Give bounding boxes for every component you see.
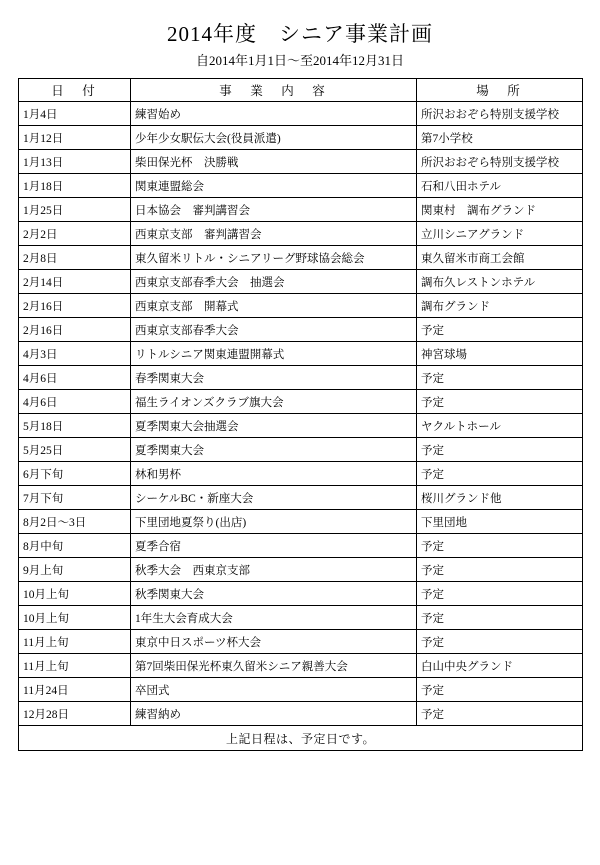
cell-event: 西東京支部 開幕式 bbox=[131, 294, 417, 318]
cell-event: 西東京支部 審判講習会 bbox=[131, 222, 417, 246]
table-row bbox=[19, 678, 583, 702]
table-row bbox=[19, 462, 583, 486]
cell-event: リトルシニア関東連盟開幕式 bbox=[131, 342, 417, 366]
cell-date: 8月中旬 bbox=[19, 534, 131, 558]
cell-event: 第7回柴田保光杯東久留米シニア親善大会 bbox=[131, 654, 417, 678]
cell-place: 白山中央グランド bbox=[417, 654, 583, 678]
cell-event: 少年少女駅伝大会(役員派遣) bbox=[131, 126, 417, 150]
table-row bbox=[19, 702, 583, 726]
cell-event: 東京中日スポーツ杯大会 bbox=[131, 630, 417, 654]
cell-date: 9月上旬 bbox=[19, 558, 131, 582]
table-row bbox=[19, 270, 583, 294]
table-row bbox=[19, 654, 583, 678]
cell-date: 7月下旬 bbox=[19, 486, 131, 510]
cell-place: 予定 bbox=[417, 582, 583, 606]
cell-event: 練習始め bbox=[131, 102, 417, 126]
table-row bbox=[19, 342, 583, 366]
table-row bbox=[19, 606, 583, 630]
table-row bbox=[19, 126, 583, 150]
cell-place: 第7小学校 bbox=[417, 126, 583, 150]
cell-date: 12月28日 bbox=[19, 702, 131, 726]
cell-place: 東久留米市商工会館 bbox=[417, 246, 583, 270]
cell-place: 予定 bbox=[417, 630, 583, 654]
cell-date: 5月18日 bbox=[19, 414, 131, 438]
cell-event: 秋季関東大会 bbox=[131, 582, 417, 606]
cell-place: 予定 bbox=[417, 462, 583, 486]
table-row bbox=[19, 294, 583, 318]
cell-place: 予定 bbox=[417, 606, 583, 630]
table-row bbox=[19, 582, 583, 606]
cell-date: 2月8日 bbox=[19, 246, 131, 270]
cell-place: ヤクルトホール bbox=[417, 414, 583, 438]
cell-date: 2月2日 bbox=[19, 222, 131, 246]
cell-event: 下里団地夏祭り(出店) bbox=[131, 510, 417, 534]
table-row bbox=[19, 174, 583, 198]
cell-date: 1月18日 bbox=[19, 174, 131, 198]
cell-place: 関東村 調布グランド bbox=[417, 198, 583, 222]
cell-date: 5月25日 bbox=[19, 438, 131, 462]
cell-event: 夏季関東大会抽選会 bbox=[131, 414, 417, 438]
cell-place: 予定 bbox=[417, 534, 583, 558]
cell-date: 4月6日 bbox=[19, 390, 131, 414]
cell-date: 1月12日 bbox=[19, 126, 131, 150]
table-row bbox=[19, 414, 583, 438]
table-footer bbox=[19, 726, 583, 751]
cell-date: 2月16日 bbox=[19, 294, 131, 318]
cell-date: 11月上旬 bbox=[19, 630, 131, 654]
table-row bbox=[19, 534, 583, 558]
cell-place: 桜川グランド他 bbox=[417, 486, 583, 510]
cell-date: 1月13日 bbox=[19, 150, 131, 174]
cell-place: 調布グランド bbox=[417, 294, 583, 318]
table-row bbox=[19, 558, 583, 582]
cell-event: 東久留米リトル・シニアリーグ野球協会総会 bbox=[131, 246, 417, 270]
cell-date: 2月16日 bbox=[19, 318, 131, 342]
cell-event: 西東京支部春季大会 bbox=[131, 318, 417, 342]
footer-row bbox=[19, 726, 583, 751]
cell-event: 福生ライオンズクラブ旗大会 bbox=[131, 390, 417, 414]
cell-place: 所沢おおぞら特別支援学校 bbox=[417, 150, 583, 174]
cell-event: 春季関東大会 bbox=[131, 366, 417, 390]
cell-place: 予定 bbox=[417, 558, 583, 582]
cell-event: 西東京支部春季大会 抽選会 bbox=[131, 270, 417, 294]
cell-date: 4月6日 bbox=[19, 366, 131, 390]
cell-date: 2月14日 bbox=[19, 270, 131, 294]
cell-event: 柴田保光杯 決勝戦 bbox=[131, 150, 417, 174]
table-row bbox=[19, 198, 583, 222]
table-row bbox=[19, 246, 583, 270]
cell-event: 秋季大会 西東京支部 bbox=[131, 558, 417, 582]
table-body bbox=[19, 102, 583, 726]
column-header-place: 場 所 bbox=[417, 79, 583, 102]
column-header-event: 事 業 内 容 bbox=[131, 79, 417, 102]
cell-place: 予定 bbox=[417, 318, 583, 342]
table-row bbox=[19, 510, 583, 534]
footer-note: 上記日程は、予定日です。 bbox=[19, 726, 583, 751]
cell-event: 関東連盟総会 bbox=[131, 174, 417, 198]
cell-date: 11月24日 bbox=[19, 678, 131, 702]
cell-date: 8月2日～3日 bbox=[19, 510, 131, 534]
cell-place: 予定 bbox=[417, 438, 583, 462]
page-subtitle: 自2014年1月1日～至2014年12月31日 bbox=[195, 53, 404, 68]
cell-place: 立川シニアグランド bbox=[417, 222, 583, 246]
cell-place: 予定 bbox=[417, 366, 583, 390]
cell-place: 予定 bbox=[417, 678, 583, 702]
cell-event: 1年生大会育成大会 bbox=[131, 606, 417, 630]
cell-event: 日本協会 審判講習会 bbox=[131, 198, 417, 222]
cell-date: 10月上旬 bbox=[19, 606, 131, 630]
cell-event: 夏季合宿 bbox=[131, 534, 417, 558]
cell-place: 予定 bbox=[417, 390, 583, 414]
table-header-row bbox=[19, 79, 583, 102]
table-row bbox=[19, 102, 583, 126]
table-row bbox=[19, 486, 583, 510]
table-row bbox=[19, 150, 583, 174]
cell-event: 卒団式 bbox=[131, 678, 417, 702]
cell-event: 夏季関東大会 bbox=[131, 438, 417, 462]
page-title: 2014年度 シニア事業計画 bbox=[167, 22, 433, 46]
cell-place: 所沢おおぞら特別支援学校 bbox=[417, 102, 583, 126]
table-row bbox=[19, 630, 583, 654]
table-row bbox=[19, 318, 583, 342]
cell-date: 6月下旬 bbox=[19, 462, 131, 486]
cell-date: 11月上旬 bbox=[19, 654, 131, 678]
schedule-table bbox=[18, 78, 583, 751]
cell-place: 調布久レストンホテル bbox=[417, 270, 583, 294]
table-header bbox=[19, 79, 583, 102]
cell-place: 下里団地 bbox=[417, 510, 583, 534]
column-header-date: 日 付 bbox=[19, 79, 131, 102]
table-row bbox=[19, 438, 583, 462]
cell-place: 神宮球場 bbox=[417, 342, 583, 366]
cell-event: シーケルBC・新座大会 bbox=[131, 486, 417, 510]
cell-event: 練習納め bbox=[131, 702, 417, 726]
cell-event: 林和男杯 bbox=[131, 462, 417, 486]
cell-date: 10月上旬 bbox=[19, 582, 131, 606]
cell-place: 予定 bbox=[417, 702, 583, 726]
cell-date: 1月4日 bbox=[19, 102, 131, 126]
table-row bbox=[19, 390, 583, 414]
cell-place: 石和八田ホテル bbox=[417, 174, 583, 198]
table-row bbox=[19, 222, 583, 246]
cell-date: 4月3日 bbox=[19, 342, 131, 366]
cell-date: 1月25日 bbox=[19, 198, 131, 222]
table-row bbox=[19, 366, 583, 390]
